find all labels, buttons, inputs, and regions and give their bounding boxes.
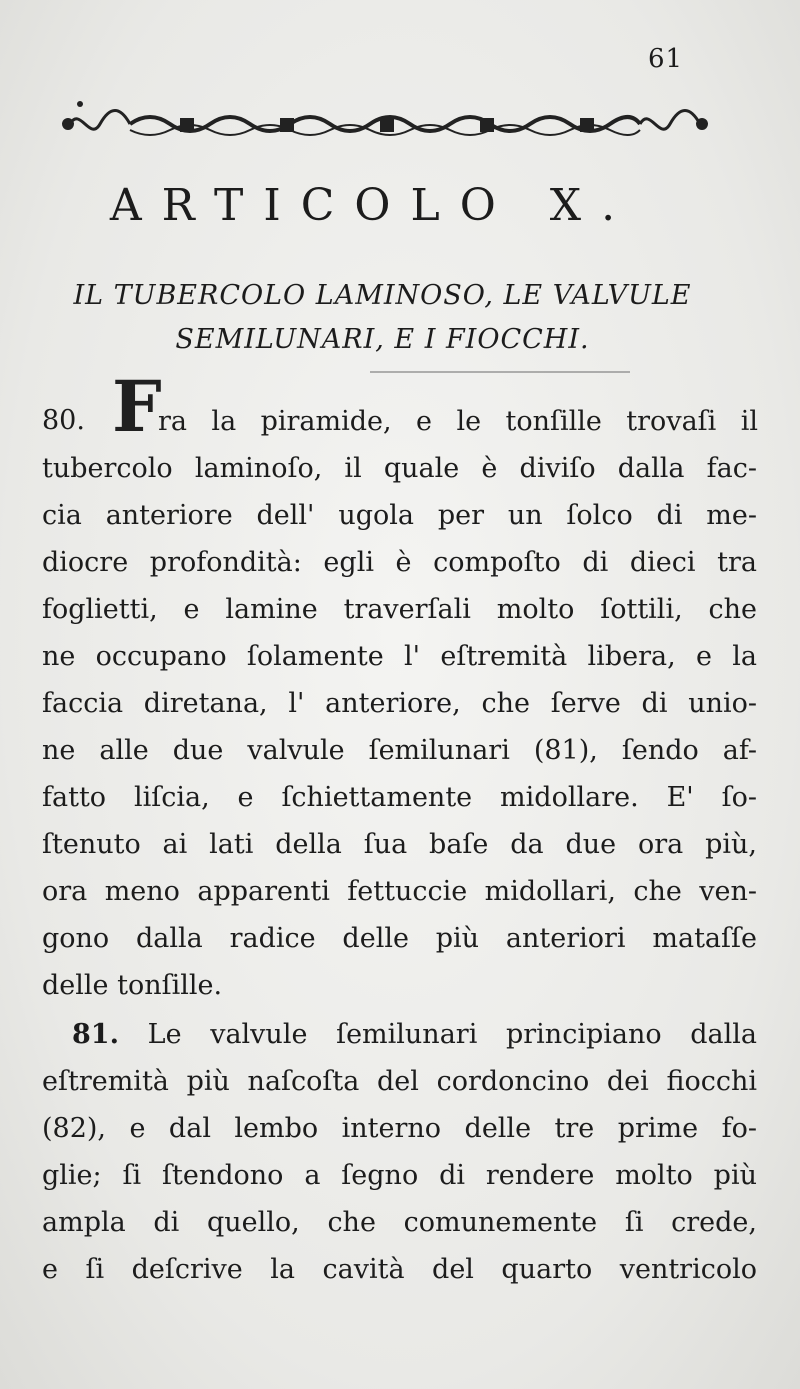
text-line: glie; ſi ſtendono a ſegno di rendere molto più — [42, 1160, 757, 1191]
text-line: faccia diretana, l' anteriore, che ſerve di unio- — [42, 688, 757, 719]
article-subtitle-line-1: IL TUBERCOLO LAMINOSO, LE VALVULE — [73, 280, 692, 311]
drop-cap: F — [112, 365, 162, 448]
page-number: 61 — [648, 44, 684, 74]
article-heading: ARTICOLO X. — [109, 180, 636, 231]
text-line: tubercolo laminoſo, il quale è diviſo dalla fac- — [42, 453, 757, 484]
paragraph-81-first-line — [72, 1018, 757, 1052]
text-line: diocre profondità: egli è compoſto di dieci tra — [42, 547, 757, 578]
text-line: fatto liſcia, e ſchiettamente midollare. E' ſo- — [42, 782, 757, 813]
text-line: ne alle due valvule ſemilunari (81), ſendo af- — [42, 735, 757, 766]
paragraph-80-first-line: ra la piramide, e le tonſille trovaſi il — [158, 406, 758, 437]
subtitle-underline — [370, 371, 630, 373]
text-line: ora meno apparenti fettuccie midollari, che ven- — [42, 876, 757, 907]
text-line: (82), e dal lembo interno delle tre prime fo- — [42, 1113, 757, 1144]
text-line: e ſi deſcrive la cavità del quarto ventricolo — [42, 1254, 757, 1285]
text-line: delle tonſille. — [42, 970, 223, 1001]
paragraph-number-80: 80. — [42, 405, 85, 436]
text-line: ne occupano ſolamente l' eſtremità libera, e la — [42, 641, 757, 672]
paragraph-81-first-line-text: Le valvule ſemilunari principiano dalla — [147, 1019, 758, 1050]
article-subtitle-line-2: SEMILUNARI, E I FIOCCHI. — [175, 324, 590, 355]
ornament-rule — [60, 96, 710, 152]
text-line: cia anteriore dell' ugola per un ſolco di me- — [42, 500, 757, 531]
text-line: foglietti, e lamine traverſali molto ſottili, che — [42, 594, 757, 625]
text-line: ampla di quello, che comunemente ſi crede, — [42, 1207, 757, 1238]
text-line: gono dalla radice delle più anteriori mataſſe — [42, 923, 757, 954]
text-line: eſtremità più naſcoſta del cordoncino dei fiocchi — [42, 1066, 757, 1097]
paragraph-number-81: 81. — [72, 1019, 119, 1050]
text-line: ſtenuto ai lati della ſua baſe da due ora più, — [42, 829, 757, 860]
